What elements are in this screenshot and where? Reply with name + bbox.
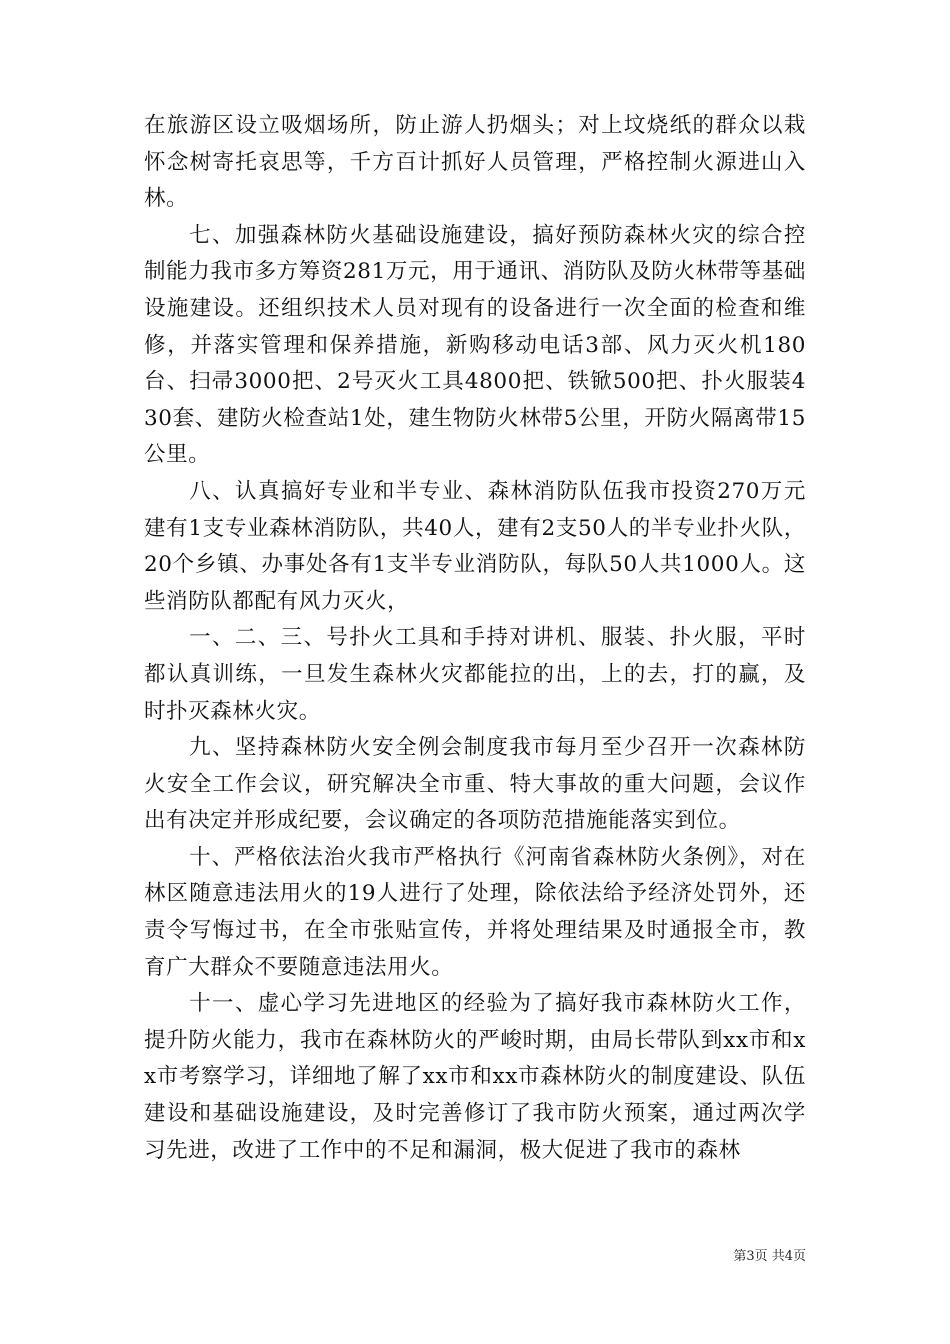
page-number: 第3页 共4页 [733,1249,806,1264]
paragraph-tools-training: 一、二、三、号扑火工具和手持对讲机、服装、扑火服，平时都认真训练，一旦发生森林火灾都能拉的出，上的去，打的赢，及时扑灭森林火灾。 [144,625,806,724]
paragraph-8-fire-brigades: 八、认真搞好专业和半专业、森林消防队伍我市投资270万元建有1支专业森林消防队，共40人，建有2支50人的半专业扑火队，20个乡镇、办事处各有1支半专业消防队，每队50人共1000人。这些消防队都配有风力灭火， [144,478,806,614]
paragraph-9-safety-meetings: 九、坚持森林防火安全例会制度我市每月至少召开一次森林防火安全工作会议，研究解决全市重、特大事故的重大问题，会议作出有决定并形成纪要，会议确定的各项防范措施能落实到位。 [144,735,806,834]
paragraph-7-infrastructure: 七、加强森林防火基础设施建设，搞好预防森林火灾的综合控制能力我市多方筹资281万元，用于通讯、消防队及防火林带等基础设施建设。还组织技术人员对现有的设备进行一次全面的检查和维修，并落实管理和保养措施，新购移动电话3部、风力灭火机180台、扫帚3000把、2号灭火工具4800把、铁锨500把、扑火服装430套、建防火检查站1处，建生物防火林带5公里，开防火隔离带15公里。 [144,222,806,468]
paragraph-10-law-enforcement: 十、严格依法治火我市严格执行《河南省森林防火条例》，对在林区随意违法用火的19人进行了处理，除依法给予经济处罚外，还责令写悔过书，在全市张贴宣传，并将处理结果及时通报全市，教育广大群众不要随意违法用火。 [144,844,806,980]
document-body [144,108,806,1169]
paragraph-continuation: 在旅游区设立吸烟场所，防止游人扔烟头；对上坟烧纸的群众以栽怀念树寄托哀思等，千方百计抓好人员管理，严格控制火源进山入林。 [144,113,806,212]
paragraph-11-learning: 十一、虚心学习先进地区的经验为了搞好我市森林防火工作，提升防火能力，我市在森林防火的严峻时期，由局长带队到xx市和xx市考察学习，详细地了解了xx市和xx市森林防火的制度建设、队伍建设和基础设施建设，及时完善修订了我市防火预案，通过两次学习先进，改进了工作中的不足和漏洞，极大促进了我市的森林 [144,991,806,1163]
